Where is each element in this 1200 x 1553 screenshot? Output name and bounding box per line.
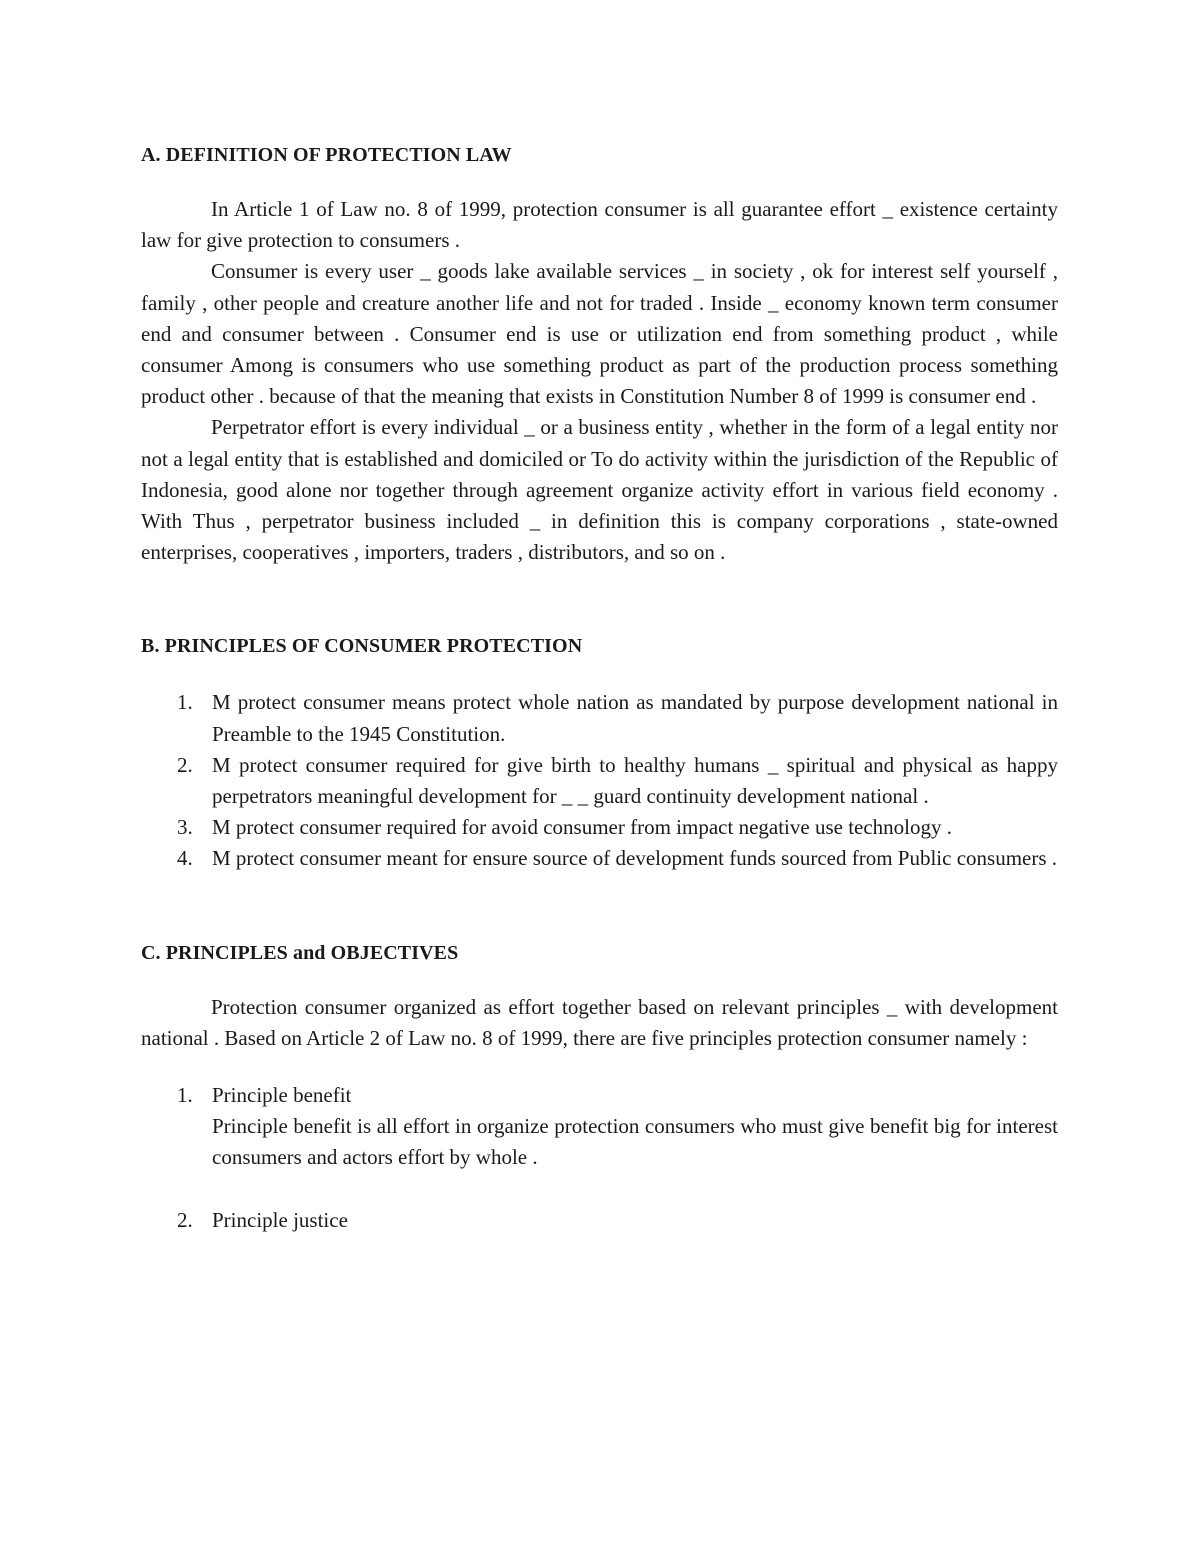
section-heading: B. PRINCIPLES OF CONSUMER PROTECTION: [141, 635, 583, 658]
section-body: [141, 992, 1058, 1054]
paragraph: Protection consumer organized as effort together based on relevant principles _ with development national . Based on Article 2 of Law no. 8 of 1999, there are five principles protection consumer namely :: [141, 994, 1058, 1050]
paragraph: Perpetrator effort is every individual _ or a business entity , whether in the form of a legal entity nor not a legal entity that is established and domiciled or To do activity within the jurisdiction of the Republic of Indonesia, good alone nor together through agreement organize activity effort in various field economy . With Thus , perpetrator business included _ in definition this is company corporations , state-owned enterprises, cooperatives , importers, traders , distributors, and so on .: [141, 415, 1058, 565]
list-number: 2.: [177, 752, 193, 777]
list-item-text: M protect consumer required for give birth to healthy humans _ spiritual and physical as happy perpetrators meaningful development for _ _ guard continuity development national .: [212, 752, 1058, 809]
list-item-text: M protect consumer required for avoid consumer from impact negative use technology .: [212, 815, 953, 840]
numbered-list: [141, 687, 1058, 874]
list-number: 1.: [177, 690, 193, 715]
list-item-title: Principle justice: [212, 1207, 348, 1232]
list-number: 2.: [177, 1207, 193, 1232]
paragraph: In Article 1 of Law no. 8 of 1999, protection consumer is all guarantee effort _ existence certainty law for give protection to consumers .: [141, 197, 1058, 253]
list-item: [141, 687, 1058, 749]
list-item: [141, 812, 1058, 843]
paragraph: Consumer is every user _ goods lake available services _ in society , ok for interest self yourself , family , other people and creature another life and not for traded . Inside _ economy known term consumer end and consumer between . Consumer end is use or utilization end from something product , while consumer Among is consumers who use something product as part of the production process something product other . because of that the meaning that exists in Constitution Number 8 of 1999 is consumer end .: [141, 259, 1058, 409]
section-heading: A. DEFINITION OF PROTECTION LAW: [141, 144, 512, 166]
section-heading: C. PRINCIPLES and OBJECTIVES: [141, 941, 459, 964]
section-body: [141, 194, 1058, 568]
list-number: 3.: [177, 815, 193, 840]
list-item: [141, 750, 1058, 812]
numbered-list: [141, 1080, 1058, 1236]
section-definition: [141, 140, 1058, 568]
list-item: [141, 843, 1058, 874]
document-body: [141, 140, 1058, 1236]
section-principles-of-protection: [141, 631, 1058, 874]
list-item: [141, 1080, 1058, 1174]
list-item: [141, 1205, 1058, 1236]
list-number: 4.: [177, 846, 193, 871]
section-principles-and-objectives: [141, 938, 1058, 1236]
list-item-text: M protect consumer means protect whole nation as mandated by purpose development national in Preamble to the 1945 Constitution.: [212, 690, 1058, 746]
list-item-description: Principle benefit is all effort in organize protection consumers who must give benefit big for interest consumers and actors effort by whole .: [212, 1114, 1058, 1170]
list-item-title: Principle benefit: [212, 1083, 352, 1108]
list-item-text: M protect consumer meant for ensure source of development funds sourced from Public consumers .: [212, 846, 1058, 871]
list-number: 1.: [177, 1083, 193, 1108]
